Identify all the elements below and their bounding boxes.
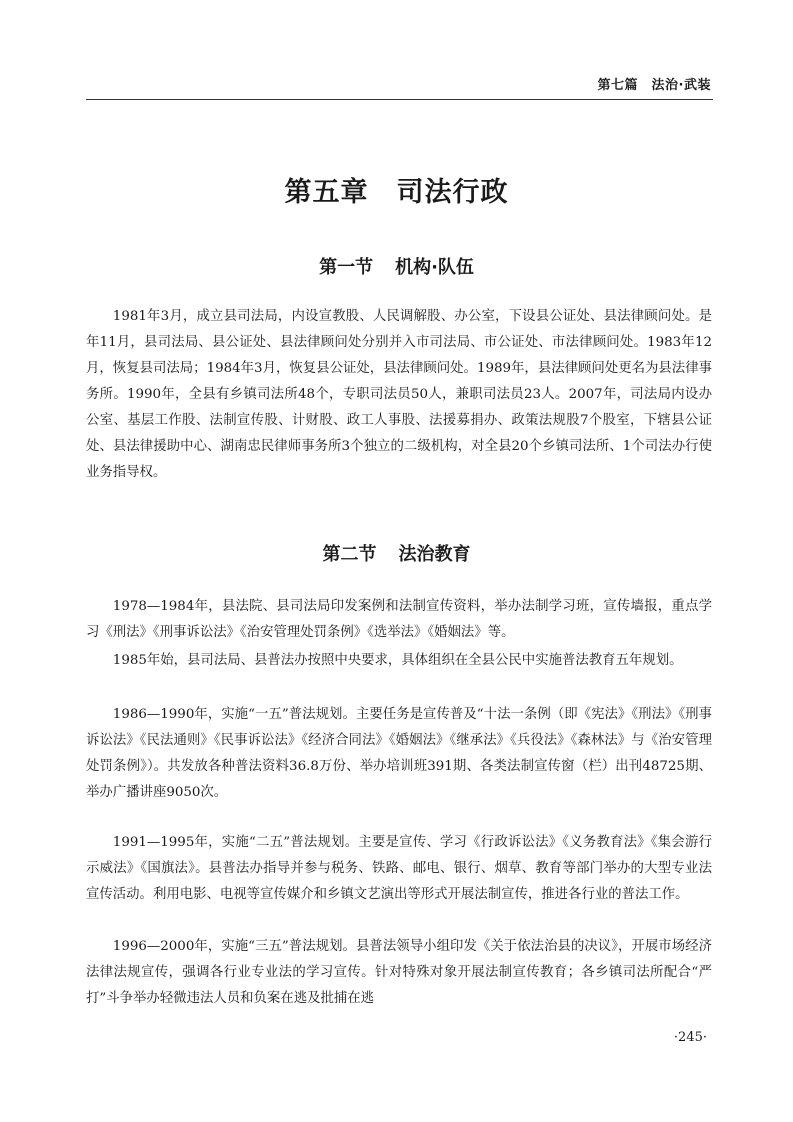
running-header: 第七篇 法治·武装 [597,78,711,93]
section-2-number: 第二节 [322,544,377,565]
section-1-paragraph-1: 1981年3月，成立县司法局，内设宣教股、人民调解股、办公室，下设县公证处、县法律顾问处。是年11月，县司法局、县公证处、县法律顾问处分别并入市司法局、市公证处、市法律顾问处。1983年12月，恢复县司法局；1984年3月，恢复县公证处，县法律顾问处。1989年，县法律顾问处更名为县法律事务所。1990年，全县有乡镇司法所48个，专职司法员50人，兼职司法员23人。2007年，司法局内设办公室、基层工作股、法制宣传股、计财股、政工人事股、法援募捐办、政策法规股7个股室，下辖县公证处、县法律援助中心、湖南忠民律师事务所3个独立的二级机构，对全县20个乡镇司法所、1个司法办行使业务指导权。 [86,309,712,480]
section-2-title [0,540,793,566]
page-number: ·245· [673,1030,707,1045]
section-1-name: 机构·队伍 [395,257,474,278]
chapter-title [0,170,793,209]
chapter-name: 司法行政 [396,177,509,208]
section-2-paragraph-5: 1996—2000年，实施“三五”普法规划。县普法领导小组印发《关于依法治县的决议》，开展市场经济法律法规宣传，强调各行业专业法的学习宣传。针对特殊对象开展法制宣传教育；各乡镇司法所配合“严打”斗争举办轻微违法人员和负案在逃及批捕在逃 [86,939,712,1006]
section-2-paragraph-3: 1986—1990年，实施“一五”普法规划。主要任务是宣传普及“十法一条例（即《宪法》《刑法》《刑事诉讼法》《民法通则》《民事诉讼法》《经济合同法》《婚姻法》《继承法》《兵役法》《森林法》与《治安管理处罚条例》）。共发放各种普法资料36.8万份、举办培训班391期、各类法制宣传窗（栏）出刊48725期、举办广播讲座9050次。 [86,707,712,800]
section-2-paragraph-1: 1978—1984年，县法院、县司法局印发案例和法制宣传资料，举办法制学习班，宣传墙报，重点学习《刑法》《刑事诉讼法》《治安管理处罚条例》《选举法》《婚姻法》等。 [86,599,712,640]
chapter-number: 第五章 [284,177,369,208]
header-divider [86,99,713,100]
section-2-paragraph-4: 1991—1995年，实施“二五”普法规划。主要是宣传、学习《行政诉讼法》《义务教育法》《集会游行示威法》《国旗法》。县普法办指导并参与税务、铁路、邮电、银行、烟草、教育等部门举办的大型专业法宣传活动。利用电影、电视等宣传媒介和乡镇文艺演出等形式开展法制宣传，推进各行业的普法工作。 [86,835,712,902]
section-1-number: 第一节 [319,257,374,278]
section-2-name: 法治教育 [398,544,471,565]
section-2-paragraph-2: 1985年始，县司法局、县普法办按照中央要求，具体组织在全县公民中实施普法教育五年规划。 [112,653,683,668]
section-1-title [0,253,793,279]
